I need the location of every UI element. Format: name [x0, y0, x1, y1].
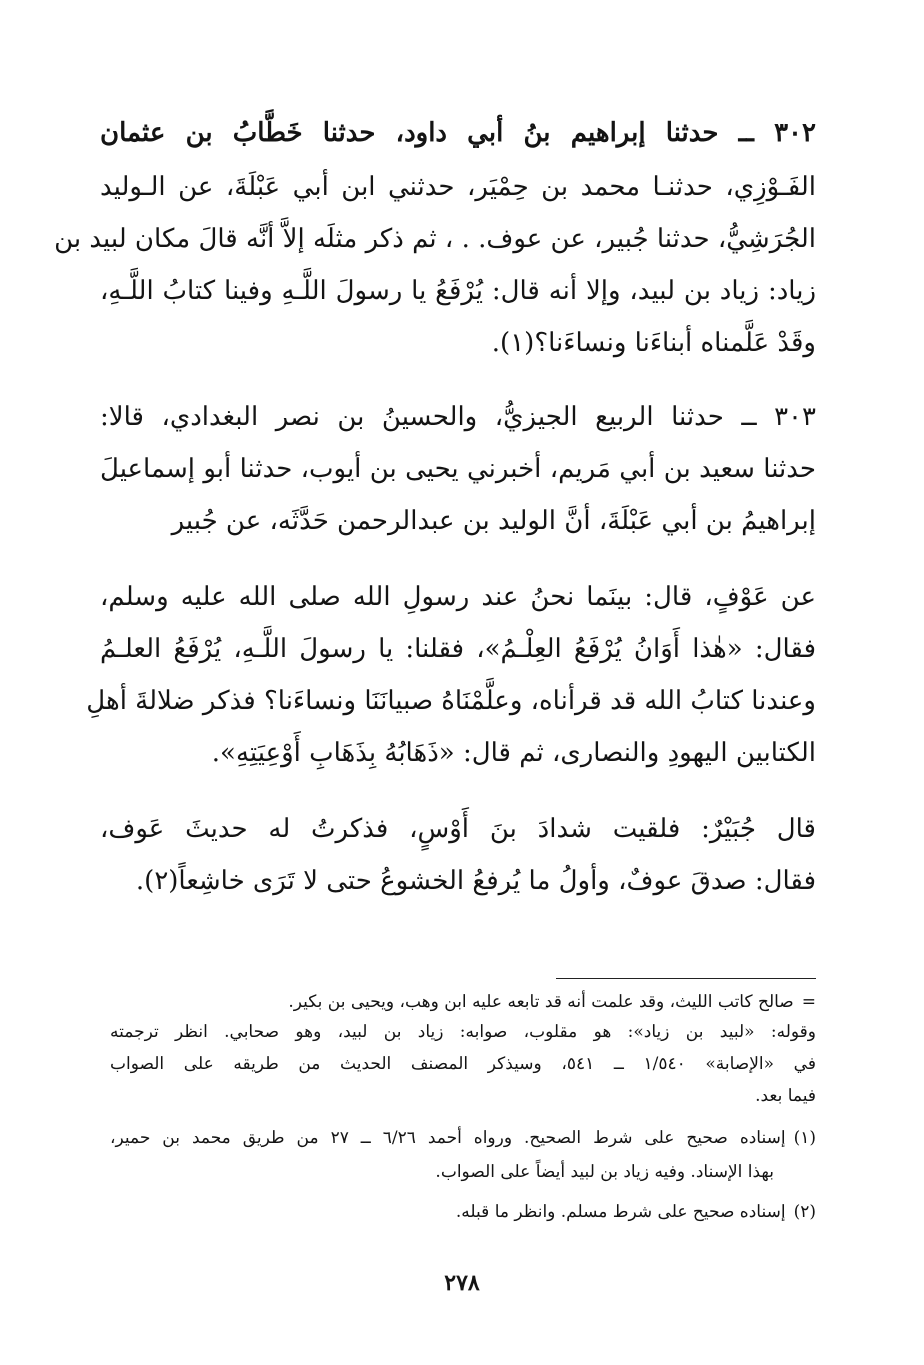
hadith-303-line-2: حدثنا سعيد بن أبي مَريم، أخبرني يحيى بن أيوب، حدثنا أبو إسماعيلَ	[100, 454, 816, 484]
matn-line-1: عن عَوْفٍ، قال: بينَما نحنُ عند رسولِ الله صلى الله عليه وسلم،	[100, 582, 816, 612]
jubair-line-2: فقال: صدقَ عوفٌ، وأولُ ما يُرفعُ الخشوعُ حتى لا تَرَى خاشِعاً(٢).	[135, 866, 816, 896]
page-number: ٢٧٨	[444, 1270, 480, 1296]
matn-line-4: الكتابين اليهودِ والنصارى، ثم قال: «ذَهَابُهُ بِذَهَابِ أَوْعِيَتِهِ».	[211, 738, 816, 768]
hadith-303-line-3: إبراهيمُ بن أبي عَبْلَةَ، أنَّ الوليد بن عبدالرحمن حَدَّثَه، عن جُبير	[171, 506, 816, 536]
footnote-text: صالح كاتب الليث، وقد علمت أنه قد تابعه عليه ابن وهب، ويحيى بن بكير.	[288, 992, 794, 1012]
matn-line-2: فقال: «هٰذا أَوَانُ يُرْفَعُ العِلْـمُ»، فقلنا: يا رسولَ اللَّـهِ، يُرْفَعُ العلـمُ	[100, 634, 816, 664]
footnote-continuation-line-4: فيما بعد.	[755, 1086, 816, 1106]
footnote-text: إسناده صحيح على شرط الصحيح. ورواه أحمد ٦/٢٦ ــ ٢٧ من طريق محمد بن حمير،	[110, 1128, 786, 1148]
footnote-1-line-2: بهذا الإسناد. وفيه زياد بن لبيد أيضاً على الصواب.	[435, 1162, 774, 1182]
hadith-302-line-5: وقَدْ عَلَّمناه أبناءَنا ونساءَنا؟(١).	[491, 328, 816, 358]
footnote-1-mark: (١)	[793, 1128, 816, 1148]
footnote-continuation-line-3: في «الإصابة» ١/٥٤٠ ــ ٥٤١، وسيذكر المصنف الحديث من طريقه على الصواب	[110, 1054, 816, 1074]
hadith-303-line-1: ٣٠٣ ــ حدثنا الربيع الجيزيُّ، والحسينُ بن نصر البغدادي، قالا:	[100, 402, 816, 432]
footnote-1-line-1	[110, 1124, 816, 1152]
hadith-302-line-3: الجُرَشِيُّ، حدثنا جُبير، عن عوف. . ، ثم ذكر مثلَه إلاَّ أنَّه قالَ مكان لبيد بن	[54, 224, 816, 254]
footnote-2-line-1	[110, 1198, 816, 1226]
footnote-2-mark: (٢)	[793, 1202, 816, 1222]
hadith-302-line-4: زياد: زياد بن لبيد، وإلا أنه قال: يُرْفَعُ يا رسولَ اللَّـهِ وفينا كتابُ اللَّـهِ،	[100, 276, 816, 306]
footnote-continuation-line-1	[110, 988, 816, 1016]
continuation-mark: =	[801, 992, 816, 1012]
footnote-separator	[556, 978, 816, 979]
matn-line-3: وعندنا كتابُ الله قد قرأناه، وعلَّمْنَاهُ صبيانَنَا ونساءَنا؟ فذكر ضلالةَ أهلِ	[86, 686, 816, 716]
hadith-302-line-2: الفَـوْزِي، حدثنـا محمد بن حِمْيَر، حدثني ابن أبي عَبْلَةَ، عن الـوليد	[100, 172, 816, 202]
footnote-text: إسناده صحيح على شرط مسلم. وانظر ما قبله.	[455, 1202, 786, 1222]
footnote-continuation-line-2: وقوله: «لبيد بن زياد»: هو مقلوب، صوابه: زياد بن لبيد، وهو صحابي. انظر ترجمته	[110, 1022, 816, 1042]
jubair-line-1: قال جُبَيْرٌ: فلقيت شدادَ بنَ أَوْسٍ، فذكرتُ له حديثَ عَوف،	[100, 814, 816, 844]
hadith-302-line-1: ٣٠٢ ــ حدثنا إبراهيم بنُ أبي داود، حدثنا خَطَّابُ بن عثمان	[100, 118, 816, 148]
